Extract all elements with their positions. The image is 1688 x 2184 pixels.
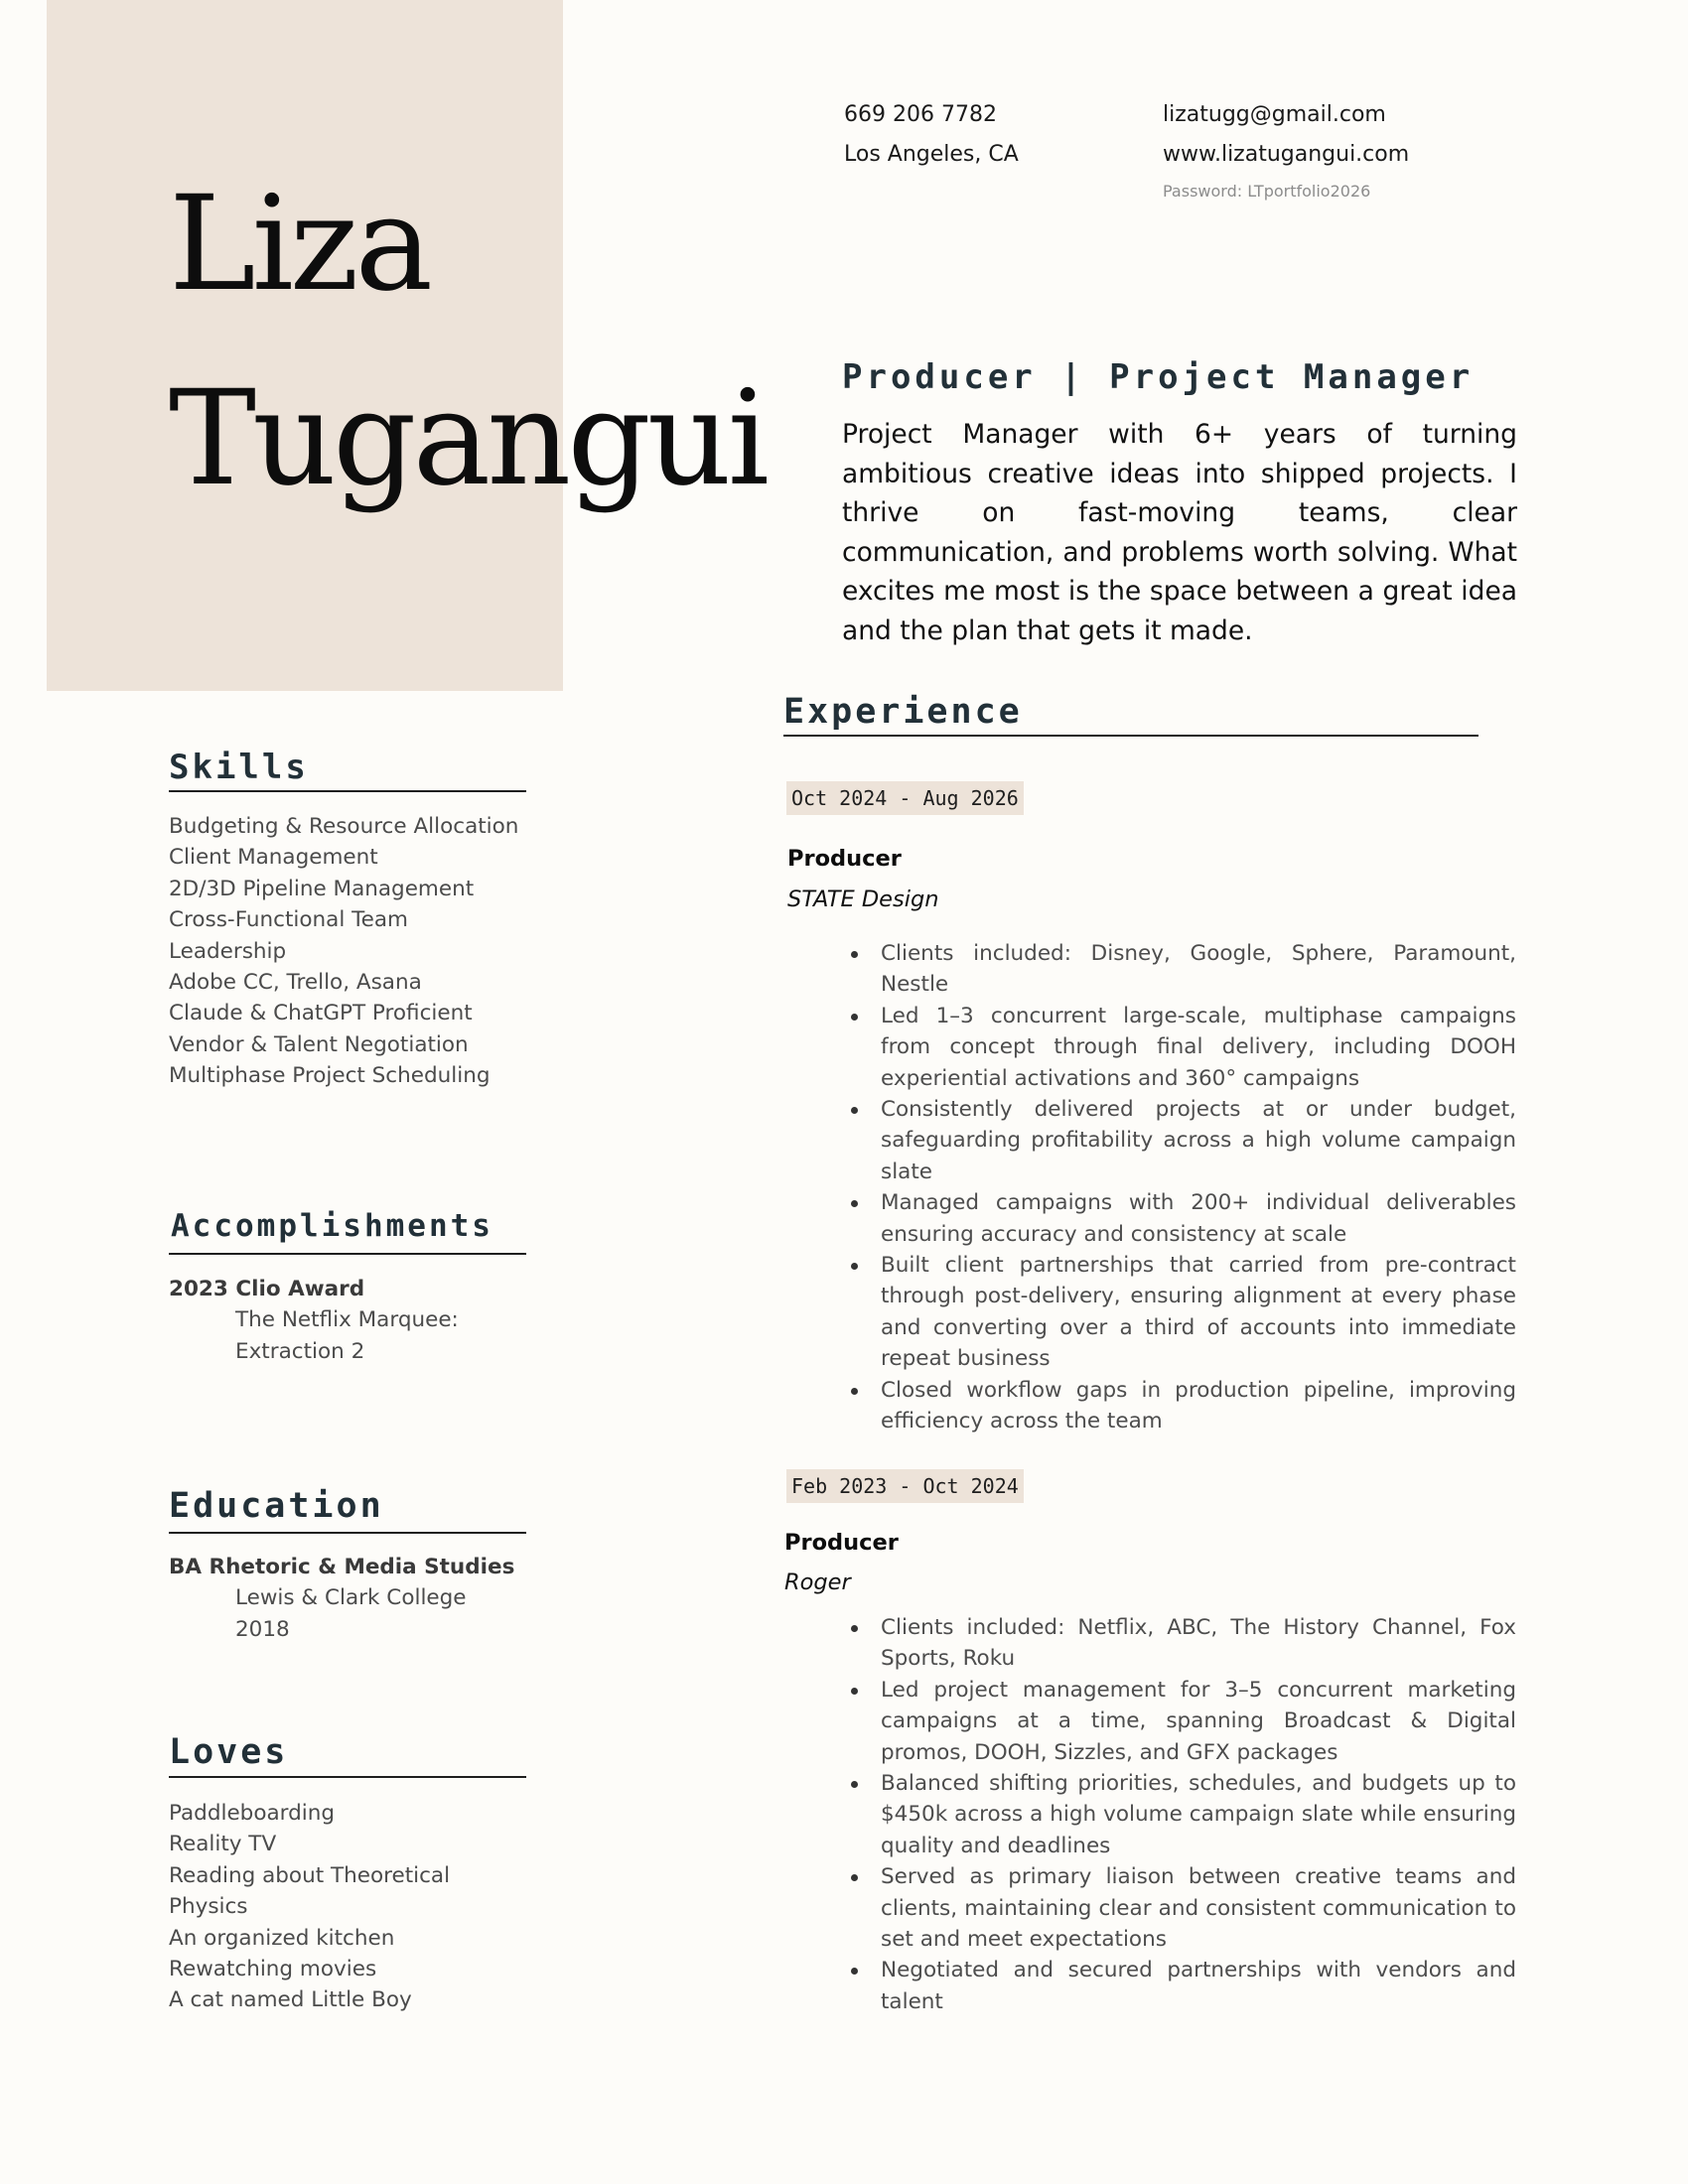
company-name: Roger xyxy=(784,1570,851,1595)
list-item: Reality TV xyxy=(169,1832,277,1857)
accomplishments-list xyxy=(169,1274,459,1367)
experience-heading: Experience xyxy=(783,692,1023,732)
skills-divider xyxy=(169,790,526,792)
role-title: Producer | Project Manager xyxy=(842,357,1475,397)
list-item: Served as primary liaison between creative teams and clients, maintaining clear and consistent communication to set and meet expectations xyxy=(881,1861,1516,1955)
accomplishments-divider xyxy=(169,1253,526,1255)
skills-list xyxy=(169,811,518,1092)
password-note: Password: LTportfolio2026 xyxy=(1163,182,1371,201)
job-title: Producer xyxy=(784,1530,899,1556)
education-heading: Education xyxy=(169,1486,384,1526)
job-dates: Feb 2023 - Oct 2024 xyxy=(786,1469,1024,1503)
award-detail: Extraction 2 xyxy=(235,1338,365,1364)
location: Los Angeles, CA xyxy=(844,142,1019,167)
email-link[interactable]: lizatugg@gmail.com xyxy=(1163,102,1386,127)
company-name: STATE Design xyxy=(787,887,939,912)
education-list xyxy=(169,1552,514,1645)
list-item: Multiphase Project Scheduling xyxy=(169,1063,491,1089)
list-item: Vendor & Talent Negotiation xyxy=(169,1031,469,1057)
list-item: Cross-Functional Team xyxy=(169,907,408,933)
list-item: Consistently delivered projects at or under budget, safeguarding profitability across a high volume campaign slate xyxy=(881,1094,1516,1187)
first-name: Liza xyxy=(169,168,430,321)
accomplishments-heading: Accomplishments xyxy=(171,1208,493,1244)
degree: BA Rhetoric & Media Studies xyxy=(169,1555,515,1579)
list-item: Balanced shifting priorities, schedules, and budgets up to $450k across a high volume campaign slate while ensuring quality and deadlines xyxy=(881,1768,1516,1861)
list-item: Physics xyxy=(169,1894,248,1920)
award-title: 2023 Clio Award xyxy=(169,1277,365,1301)
list-item: Negotiated and secured partnerships with vendors and talent xyxy=(881,1955,1516,2017)
list-item: Rewatching movies xyxy=(169,1957,377,1982)
job-bullets xyxy=(881,1612,1516,2017)
list-item: Managed campaigns with 200+ individual deliverables ensuring accuracy and consistency at scale xyxy=(881,1187,1516,1250)
list-item: 2D/3D Pipeline Management xyxy=(169,876,475,901)
job-bullets xyxy=(881,938,1516,1437)
job-title: Producer xyxy=(787,846,902,872)
phone: 669 206 7782 xyxy=(844,102,997,127)
loves-list xyxy=(169,1798,450,2016)
school: Lewis & Clark College xyxy=(235,1585,467,1611)
profile-summary: Project Manager with 6+ years of turning ambitious creative ideas into shipped projects. I thrive on fast-moving teams, clear communication, and problems worth solving. What excites me most is the space between a great idea and the plan that gets it made. xyxy=(842,419,1517,646)
list-item: Claude & ChatGPT Proficient xyxy=(169,1001,473,1026)
skills-heading: Skills xyxy=(169,748,309,787)
website-link[interactable]: www.lizatugangui.com xyxy=(1163,142,1410,167)
loves-divider xyxy=(169,1776,526,1778)
list-item: A cat named Little Boy xyxy=(169,1987,412,2013)
list-item: Adobe CC, Trello, Asana xyxy=(169,970,422,996)
list-item: Clients included: Netflix, ABC, The History Channel, Fox Sports, Roku xyxy=(881,1612,1516,1675)
list-item: Led 1–3 concurrent large-scale, multiphase campaigns from concept through final delivery, including DOOH experiential activations and 360° campaigns xyxy=(881,1001,1516,1094)
graduation-year: 2018 xyxy=(235,1616,290,1642)
list-item: Clients included: Disney, Google, Sphere, Paramount, Nestle xyxy=(881,938,1516,1001)
education-divider xyxy=(169,1532,526,1534)
list-item: Paddleboarding xyxy=(169,1801,336,1826)
list-item: Leadership xyxy=(169,938,287,964)
experience-divider xyxy=(783,735,1478,737)
list-item: An organized kitchen xyxy=(169,1925,395,1951)
list-item: Budgeting & Resource Allocation xyxy=(169,814,519,839)
list-item: Client Management xyxy=(169,845,378,871)
list-item: Reading about Theoretical xyxy=(169,1862,451,1888)
header-accent-block xyxy=(47,0,563,691)
loves-heading: Loves xyxy=(169,1732,289,1772)
award-detail: The Netflix Marquee: xyxy=(235,1307,459,1333)
last-name: Tugangui xyxy=(169,362,766,515)
list-item: Led project management for 3–5 concurrent marketing campaigns at a time, spanning Broadcast & Digital promos, DOOH, Sizzles, and GFX packages xyxy=(881,1675,1516,1768)
list-item: Closed workflow gaps in production pipeline, improving efficiency across the team xyxy=(881,1375,1516,1437)
list-item: Built client partnerships that carried from pre-contract through post-delivery, ensuring alignment at every phase and converting over a third of accounts into immediate repeat business xyxy=(881,1250,1516,1375)
job-dates: Oct 2024 - Aug 2026 xyxy=(786,781,1024,815)
